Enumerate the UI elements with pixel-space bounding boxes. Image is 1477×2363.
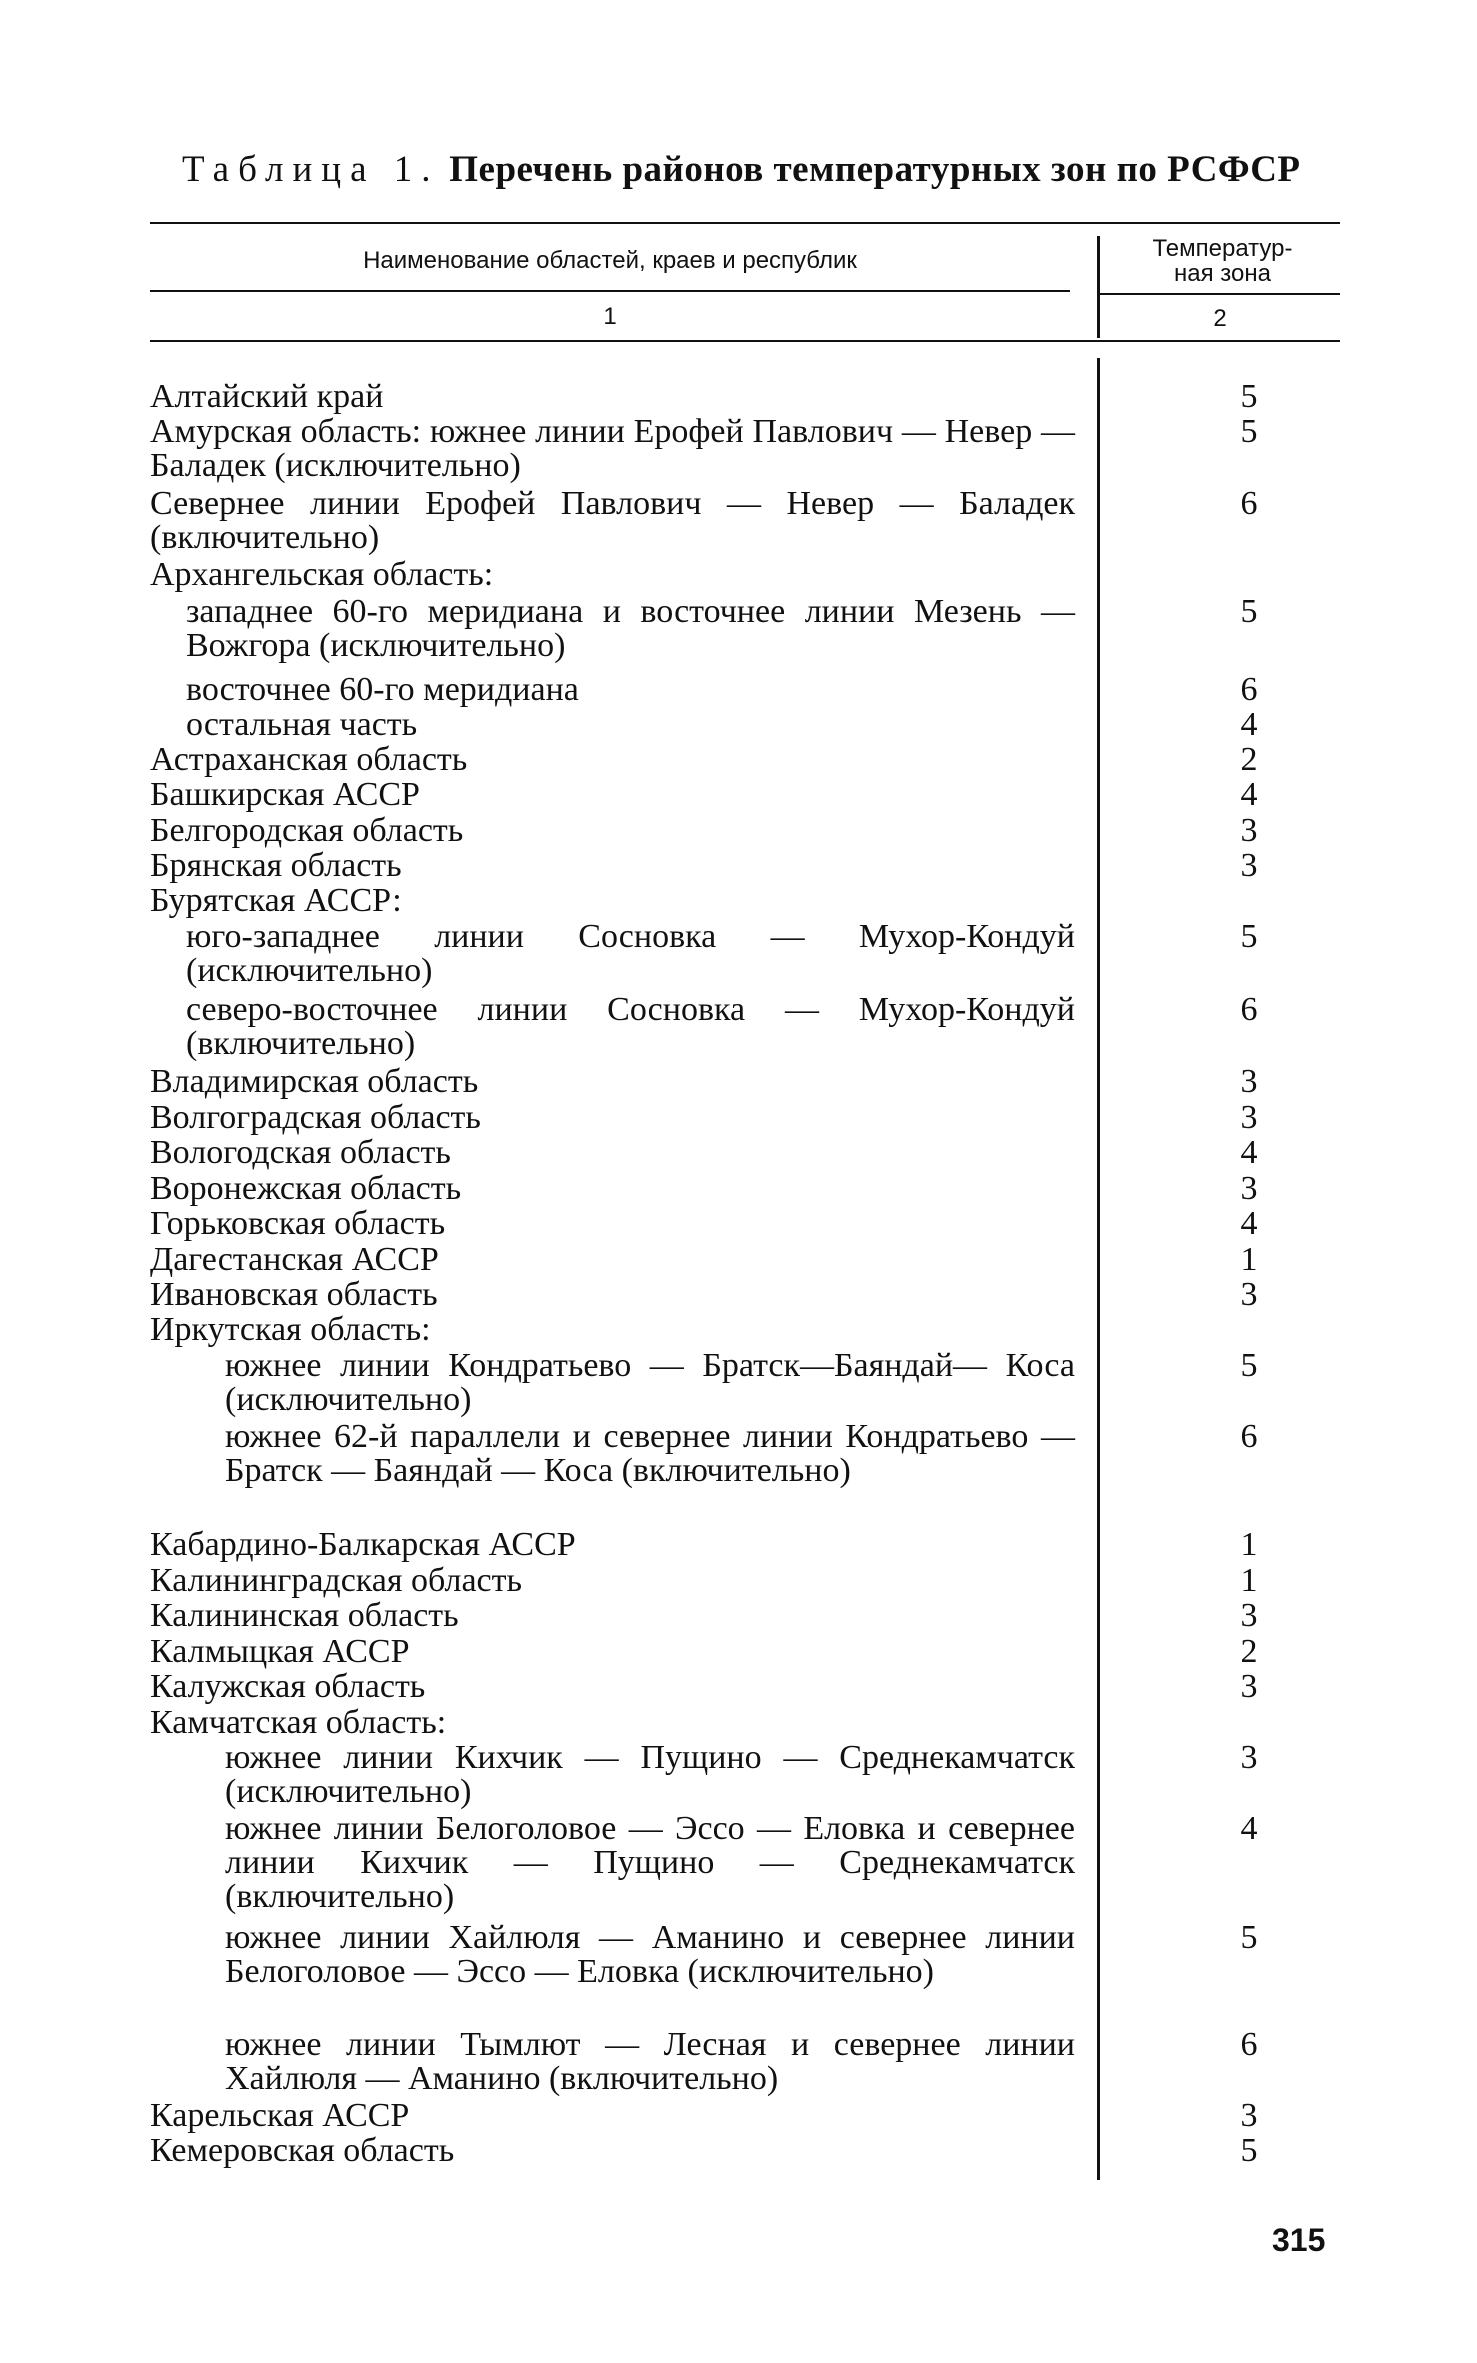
table-row [150, 1812, 1340, 1914]
temperature-zone: 3 [1240, 1099, 1258, 1136]
temperature-zone: 2 [1240, 741, 1258, 778]
temperature-zone: 5 [1240, 593, 1258, 630]
temperature-zone: 5 [1240, 2132, 1258, 2169]
region-name: Архангельская область: [150, 556, 494, 593]
region-name: Калининградская область [150, 1562, 522, 1599]
table-row [150, 1706, 1340, 1740]
top-rule [150, 222, 1340, 224]
table-row [150, 1420, 1340, 1488]
column-number-1: 1 [603, 303, 617, 330]
table-caption: Перечень районов температурных зон по РСФСР [449, 149, 1301, 190]
table-row [150, 884, 1340, 918]
table-row [150, 1599, 1340, 1633]
region-name: Калмыцкая АССР [150, 1633, 410, 1670]
temperature-zone: 6 [1240, 671, 1258, 708]
region-name: Кабардино-Балкарская АССР [150, 1526, 576, 1563]
table-row [150, 2099, 1340, 2133]
temperature-zone: 5 [1240, 1919, 1258, 1956]
region-name: Вологодская область [150, 1134, 451, 1171]
table-row [150, 1921, 1340, 1989]
region-name: восточнее 60-го меридиана [186, 671, 579, 708]
column-header-zone-line1: Температур- [1152, 235, 1293, 262]
region-name: южнее линии Кихчик — Пущино — Среднекамчатск (исключительно) [225, 1739, 1075, 1810]
table-row [150, 595, 1340, 663]
header-column-separator [1097, 236, 1100, 338]
region-name: Воронежская область [150, 1170, 462, 1207]
region-name: северо-восточнее линии Сосновка — Мухор-Кондуй (включительно) [186, 991, 1075, 1062]
table-row [150, 814, 1340, 848]
table-row [150, 1349, 1340, 1417]
table-row [150, 743, 1340, 777]
temperature-zone: 3 [1240, 812, 1258, 849]
region-name: Астраханская область [150, 741, 468, 778]
region-name: Ивановская область [150, 1276, 438, 1313]
region-name: Севернее линии Ерофей Павлович — Невер — Баладек (включительно) [150, 485, 1075, 556]
region-name: Калужская область [150, 1668, 426, 1705]
temperature-zone: 5 [1240, 1347, 1258, 1384]
temperature-zone: 5 [1240, 413, 1258, 450]
region-name: Камчатская область: [150, 1704, 447, 1741]
temperature-zone: 3 [1240, 2097, 1258, 2134]
temperature-zone: 3 [1240, 1739, 1258, 1776]
table-row [150, 1136, 1340, 1170]
table-row [150, 1172, 1340, 1206]
temperature-zone: 4 [1240, 1810, 1258, 1847]
temperature-zone: 6 [1240, 485, 1258, 522]
region-name: Карельская АССР [150, 2097, 410, 2134]
temperature-zone: 4 [1240, 1134, 1258, 1171]
region-name: Бурятская АССР: [150, 882, 402, 919]
region-name: Брянская область [150, 847, 402, 884]
table-row [150, 2134, 1340, 2168]
table-row [150, 673, 1340, 707]
region-name: южнее линии Тымлют — Лесная и севернее линии Хайлюля — Аманино (включительно) [225, 2026, 1075, 2097]
table-row [150, 1635, 1340, 1669]
table-row [150, 558, 1340, 592]
temperature-zone: 6 [1240, 2026, 1258, 2063]
region-name: южнее линии Белоголовое — Эссо — Еловка и севернее линии Кихчик — Пущино — Среднекамчатск (включительно) [225, 1810, 1075, 1915]
temperature-zone: 6 [1240, 1418, 1258, 1455]
temperature-zone: 3 [1240, 1170, 1258, 1207]
page-number: 315 [1272, 2222, 1326, 2258]
column-header-zone [1110, 236, 1335, 286]
region-name: Башкирская АССР [150, 776, 420, 813]
temperature-zone: 3 [1240, 847, 1258, 884]
region-name: Кемеровская область [150, 2132, 455, 2169]
region-name: остальная часть [186, 706, 418, 743]
table-row [150, 1243, 1340, 1277]
table-row [150, 1741, 1340, 1809]
temperature-zone: 5 [1240, 378, 1258, 415]
temperature-zone: 3 [1240, 1276, 1258, 1313]
region-name: Калининская область [150, 1597, 459, 1634]
column-header-name: Наименование областей, краев и республик [363, 247, 857, 274]
number-row-rule [150, 340, 1340, 342]
table-row [150, 708, 1340, 742]
table-row [150, 1564, 1340, 1598]
table-row [150, 487, 1340, 555]
region-name: Горьковская область [150, 1205, 446, 1242]
region-name: юго-западнее линии Сосновка — Мухор-Кондуй (исключительно) [186, 918, 1075, 989]
temperature-zone: 4 [1240, 1205, 1258, 1242]
temperature-zone: 3 [1240, 1063, 1258, 1100]
table-row [150, 1313, 1340, 1347]
temperature-zone: 3 [1240, 1597, 1258, 1634]
table-row [150, 1207, 1340, 1241]
region-name: южнее линии Хайлюля — Аманино и севернее линии Белоголовое — Эссо — Еловка (исключительно) [225, 1919, 1075, 1990]
temperature-zone: 3 [1240, 1668, 1258, 1705]
table-row [150, 1278, 1340, 1312]
table-row [150, 2028, 1340, 2096]
region-name: Белгородская область [150, 812, 464, 849]
region-name: Иркутская область: [150, 1311, 431, 1348]
temperature-zone: 1 [1240, 1526, 1258, 1563]
table-row [150, 1101, 1340, 1135]
table-label: Таблица 1. [182, 149, 440, 190]
region-name: западнее 60-го меридиана и восточнее линии Мезень — Вожгора (исключительно) [186, 593, 1075, 664]
table-row [150, 380, 1340, 414]
header-divider-left [150, 290, 1070, 292]
temperature-zone: 5 [1240, 918, 1258, 955]
temperature-zone: 6 [1240, 991, 1258, 1028]
region-name: южнее 62-й параллели и севернее линии Кондратьево — Братск — Баяндай — Коса (включительно) [225, 1418, 1075, 1489]
table-row [150, 415, 1340, 483]
table-title [182, 148, 1362, 191]
temperature-zone: 4 [1240, 776, 1258, 813]
header-divider-right [1100, 293, 1340, 295]
region-name: Владимирская область [150, 1063, 479, 1100]
temperature-zone: 2 [1240, 1633, 1258, 1670]
table-row [150, 993, 1340, 1061]
region-name: Волгоградская область [150, 1099, 481, 1136]
region-name: южнее линии Кондратьево — Братск—Баяндай— Коса (исключительно) [225, 1347, 1075, 1418]
table-row [150, 849, 1340, 883]
region-name: Дагестанская АССР [150, 1241, 439, 1278]
region-name: Амурская область: южнее линии Ерофей Павлович — Невер — Баладек (исключительно) [150, 413, 1075, 484]
column-number-2: 2 [1213, 305, 1227, 332]
table-row [150, 920, 1340, 988]
table-row [150, 1670, 1340, 1704]
table-row [150, 778, 1340, 812]
table-row [150, 1528, 1340, 1562]
temperature-zone: 4 [1240, 706, 1258, 743]
temperature-zone: 1 [1240, 1562, 1258, 1599]
region-name: Алтайский край [150, 378, 384, 415]
column-header-zone-line2: ная зона [1174, 260, 1271, 287]
temperature-zone: 1 [1240, 1241, 1258, 1278]
table-row [150, 1065, 1340, 1099]
